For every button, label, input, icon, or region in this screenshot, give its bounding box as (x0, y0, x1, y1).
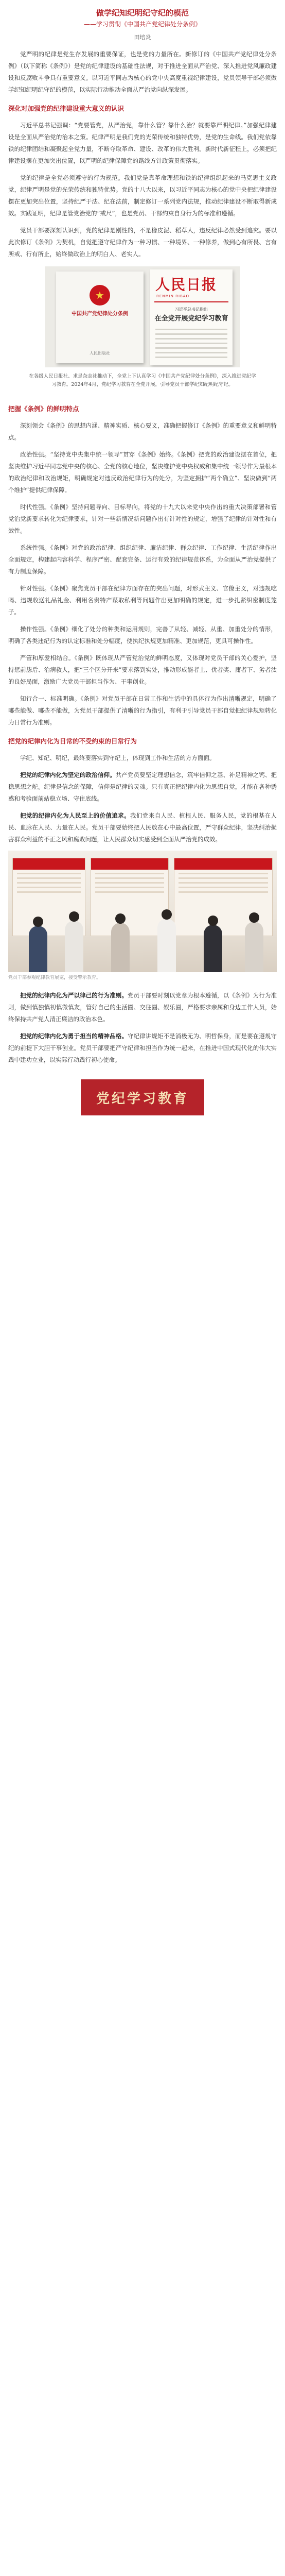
visitor-head (162, 909, 172, 920)
section-significance (8, 103, 277, 260)
book-publisher: 人民出版社 (90, 351, 110, 355)
newspaper-page (150, 269, 233, 365)
photo-caption: 党员干部参观纪律教育展览，接受警示教育。 (8, 975, 101, 980)
section-title: 把党的纪律内化为日常的不受约束的日常行为 (8, 737, 137, 745)
visitor-head (115, 913, 126, 924)
exhibit-board (91, 858, 169, 936)
section-title: 深化对加强党的纪律建设重大意义的认识 (8, 105, 124, 112)
body-paragraph: 习近平总书记强调：“党要管党，从严治党，靠什么管？靠什么治？就要靠严明纪律。”加强纪律建设是全面从严治党的治本之策。纪律严明是我们党的光荣传统和独特优势，是党的生命线。我们党依靠铁的纪律团结和凝聚起全党力量，不断夺取革命、建设、改革的伟大胜利。新时代新征程上，必须把纪律建设摆在更加突出位置，以严明的纪律保障党的路线方针政策贯彻落实。 (8, 122, 277, 164)
article-author: 田培炎 (134, 34, 151, 41)
paragraph-text: 共产党员要坚定理想信念，筑牢信仰之基、补足精神之钙、把稳思想之舵。纪律是信念的保障，信仰是纪律的灵魂。只有真正把纪律内化为思想自觉，才能在各种诱惑和考验面前站稳立场、守住底线。 (8, 771, 277, 802)
figure-caption: 在各级人民日报社、求是杂志社推动下，全党上下认真学习《中国共产党纪律处分条例》，深入推进党纪学习教育。2024年4月，党纪学习教育在全党开展，引导党员干部学纪知纪明纪守纪。 (29, 374, 256, 387)
divider (154, 301, 228, 302)
body-paragraph: 针对性强。《条例》聚焦党员干部在纪律方面存在的突出问题，对形式主义、官僚主义，对违规吃喝、违规收送礼品礼金、利用名贵特产谋取私利等问题作出更加明确的规定，进一步扎紧织密制度笼子。 (8, 585, 277, 616)
body-paragraph: 政治性强。“坚持党中央集中统一领导”贯穿《条例》始终。《条例》把党的政治建设摆在首位，把坚决维护习近平同志党中央的核心、全党的核心地位，坚决维护党中央权威和集中统一领导作为最根本的政治纪律和政治规矩，明确规定对违反政治纪律行为的处分，为坚定拥护“两个确立”、坚决做到“两个维护”提供纪律保障。 (8, 451, 277, 494)
body-paragraph: 党员干部要深刻认识到，党的纪律是刚性的，不是橡皮泥、稻草人，违反纪律必然受到追究。要以此次修订《条例》为契机，自觉把遵守纪律作为一种习惯、一种境界、一种修养，做到心有所畏、言有所戒、行有所止，始终做政治上的明白人、老实人。 (8, 227, 277, 258)
visitor-figure (65, 921, 83, 972)
article-title: 做学纪知纪明纪守纪的模范 (96, 8, 189, 18)
paragraph-text: 我们党来自人民、植根人民、服务人民，党的根基在人民、血脉在人民、力量在人民。党员干部要始终把人民放在心中最高位置，严守群众纪律，坚决纠治损害群众利益的不正之风和腐败问题，让人民群众切实感受到全面从严治党的成效。 (8, 812, 277, 843)
article-header (8, 0, 277, 42)
body-paragraph: 党的纪律是全党必须遵守的行为规范。我们党是靠革命理想和铁的纪律组织起来的马克思主义政党，纪律严明是党的光荣传统和独特优势。党的十八大以来，以习近平同志为核心的党中央把纪律建设摆在更加突出位置，坚持纪严于法、纪在法前，制定修订一系列党内法规，推动纪律建设不断取得新成效。实践证明，纪律是管党治党的“戒尺”，也是党员、干部约束自身行为的标准和遵循。 (8, 174, 277, 217)
paragraph-lead: 把党的纪律内化为严以律己的行为准则。 (20, 992, 128, 999)
visitor-head (33, 917, 43, 927)
body-paragraph (8, 990, 277, 1025)
visitor-head (69, 911, 79, 922)
visitor-figure (29, 926, 47, 972)
body-paragraph (8, 1030, 277, 1066)
paragraph-lead: 把党的纪律内化为勇于担当的精神品格。 (20, 1032, 128, 1040)
figure-exhibition-photo (8, 851, 277, 981)
intro-section (8, 48, 277, 96)
footer-logo (81, 1079, 204, 1115)
body-paragraph: 知行合一、标准明确。《条例》对党员干部在日常工作和生活中的具体行为作出清晰规定，明确了哪些能做、哪些不能做，为党员干部提供了清晰的行为指引，有利于引导党员干部自觉把纪律规矩转化为日常行为准则。 (8, 695, 277, 726)
paragraph-lead: 把党的纪律内化为人民至上的价值追求。 (20, 812, 131, 819)
newspaper-kicker: 习近平总书记指出 (175, 307, 208, 312)
visitor-figure (245, 922, 263, 972)
newspaper-masthead: 人民日报 (155, 276, 218, 293)
newspaper-text-lines (155, 329, 227, 358)
body-paragraph (8, 810, 277, 845)
visitor-figure (204, 925, 222, 972)
body-paragraph: 系统性强。《条例》对党的政治纪律、组织纪律、廉洁纪律、群众纪律、工作纪律、生活纪律作出全面规定，构建起内容科学、程序严密、配套完备、运行有效的纪律规范体系，为全面从严治党提供了有力制度保障。 (8, 544, 277, 575)
figure-image (45, 266, 240, 367)
visitor-head (208, 916, 218, 926)
body-paragraph: 严管和厚爱相结合。《条例》既体现从严管党治党的鲜明态度，又体现对党员干部的关心爱护，坚持惩前毖后、治病救人，把“三个区分开来”要求落到实处，推动形成能者上、优者奖、庸者下、劣者汰的良好局面，激励广大党员干部担当作为、干事创业。 (8, 654, 277, 685)
footer-logo-text: 党纪学习教育 (96, 1091, 189, 1107)
party-emblem-icon: ★ (90, 285, 110, 306)
paragraph-text: 党员干部要时刻以党章为根本遵循，以《条例》为行为准则，做到慎独慎初慎微慎友，管好自己的生活圈、交往圈、娱乐圈，严格要求亲属和身边工作人员，始终保持共产党人清正廉洁的政治本色。 (8, 992, 277, 1023)
body-paragraph: 操作性强。《条例》细化了处分的种类和运用规则，完善了从轻、减轻、从重、加重处分的情形，明确了各类违纪行为的认定标准和处分幅度，使执纪执规更加精准、更加规范，更具可操作性。 (8, 625, 277, 645)
paragraph-lead: 把党的纪律内化为坚定的政治信仰。 (20, 771, 116, 778)
body-paragraph: 深刻领会《条例》的思想内涵、精神实质、核心要义，准确把握修订《条例》的重要意义和鲜明特点。 (8, 422, 277, 441)
book-title: 中国共产党纪律处分条例 (72, 311, 128, 317)
book-cover (56, 272, 144, 363)
section-title: 把握《条例》的鲜明特点 (8, 405, 79, 413)
section-characteristics (8, 403, 277, 728)
visitor-head (249, 912, 259, 923)
figure-book-newspaper (8, 266, 277, 396)
visitor-figure (111, 923, 130, 972)
exhibition-photo (8, 851, 277, 972)
intro-paragraph: 党严明的纪律是党生存发展的重要保证，也是党的力量所在。新修订的《中国共产党纪律处分条例》（以下简称《条例》）是党的纪律建设的基础性法规，对于推进全面从严治党、深入推进党风廉政建设和反腐败斗争具有重要意义。以习近平同志为核心的党中央高度重视纪律建设，党员领导干部必须做学纪知纪明纪守纪的模范，以实际行动推动全面从严治党向纵深发展。 (8, 50, 277, 93)
body-paragraph: 时代性强。《条例》坚持问题导向、目标导向，将党的十九大以来党中央作出的重大决策部署和管党治党新要求转化为纪律要求，针对一些新情况新问题作出有针对性的规定，增强了纪律的针对性和有效性。 (8, 503, 277, 534)
newspaper-headline: 在全党开展党纪学习教育 (154, 315, 228, 323)
section-intro: 学纪、知纪、明纪，最终要落实到守纪上，体现到工作和生活的方方面面。 (20, 754, 216, 761)
newspaper-masthead-en: RENMIN RIBAO (156, 294, 189, 298)
article-subtitle: ——学习贯彻《中国共产党纪律处分条例》 (83, 21, 201, 28)
section-internalize (8, 736, 277, 1066)
visitor-figure (157, 919, 176, 972)
body-paragraph (8, 769, 277, 805)
paragraph-text: 守纪律讲规矩不是消极无为、明哲保身，而是要在遵规守纪的前提下大胆干事创业。党员干部要把严守纪律和担当作为统一起来，在推进中国式现代化的伟大实践中建功立业，以实际行动践行初心使命。 (8, 1032, 277, 1063)
